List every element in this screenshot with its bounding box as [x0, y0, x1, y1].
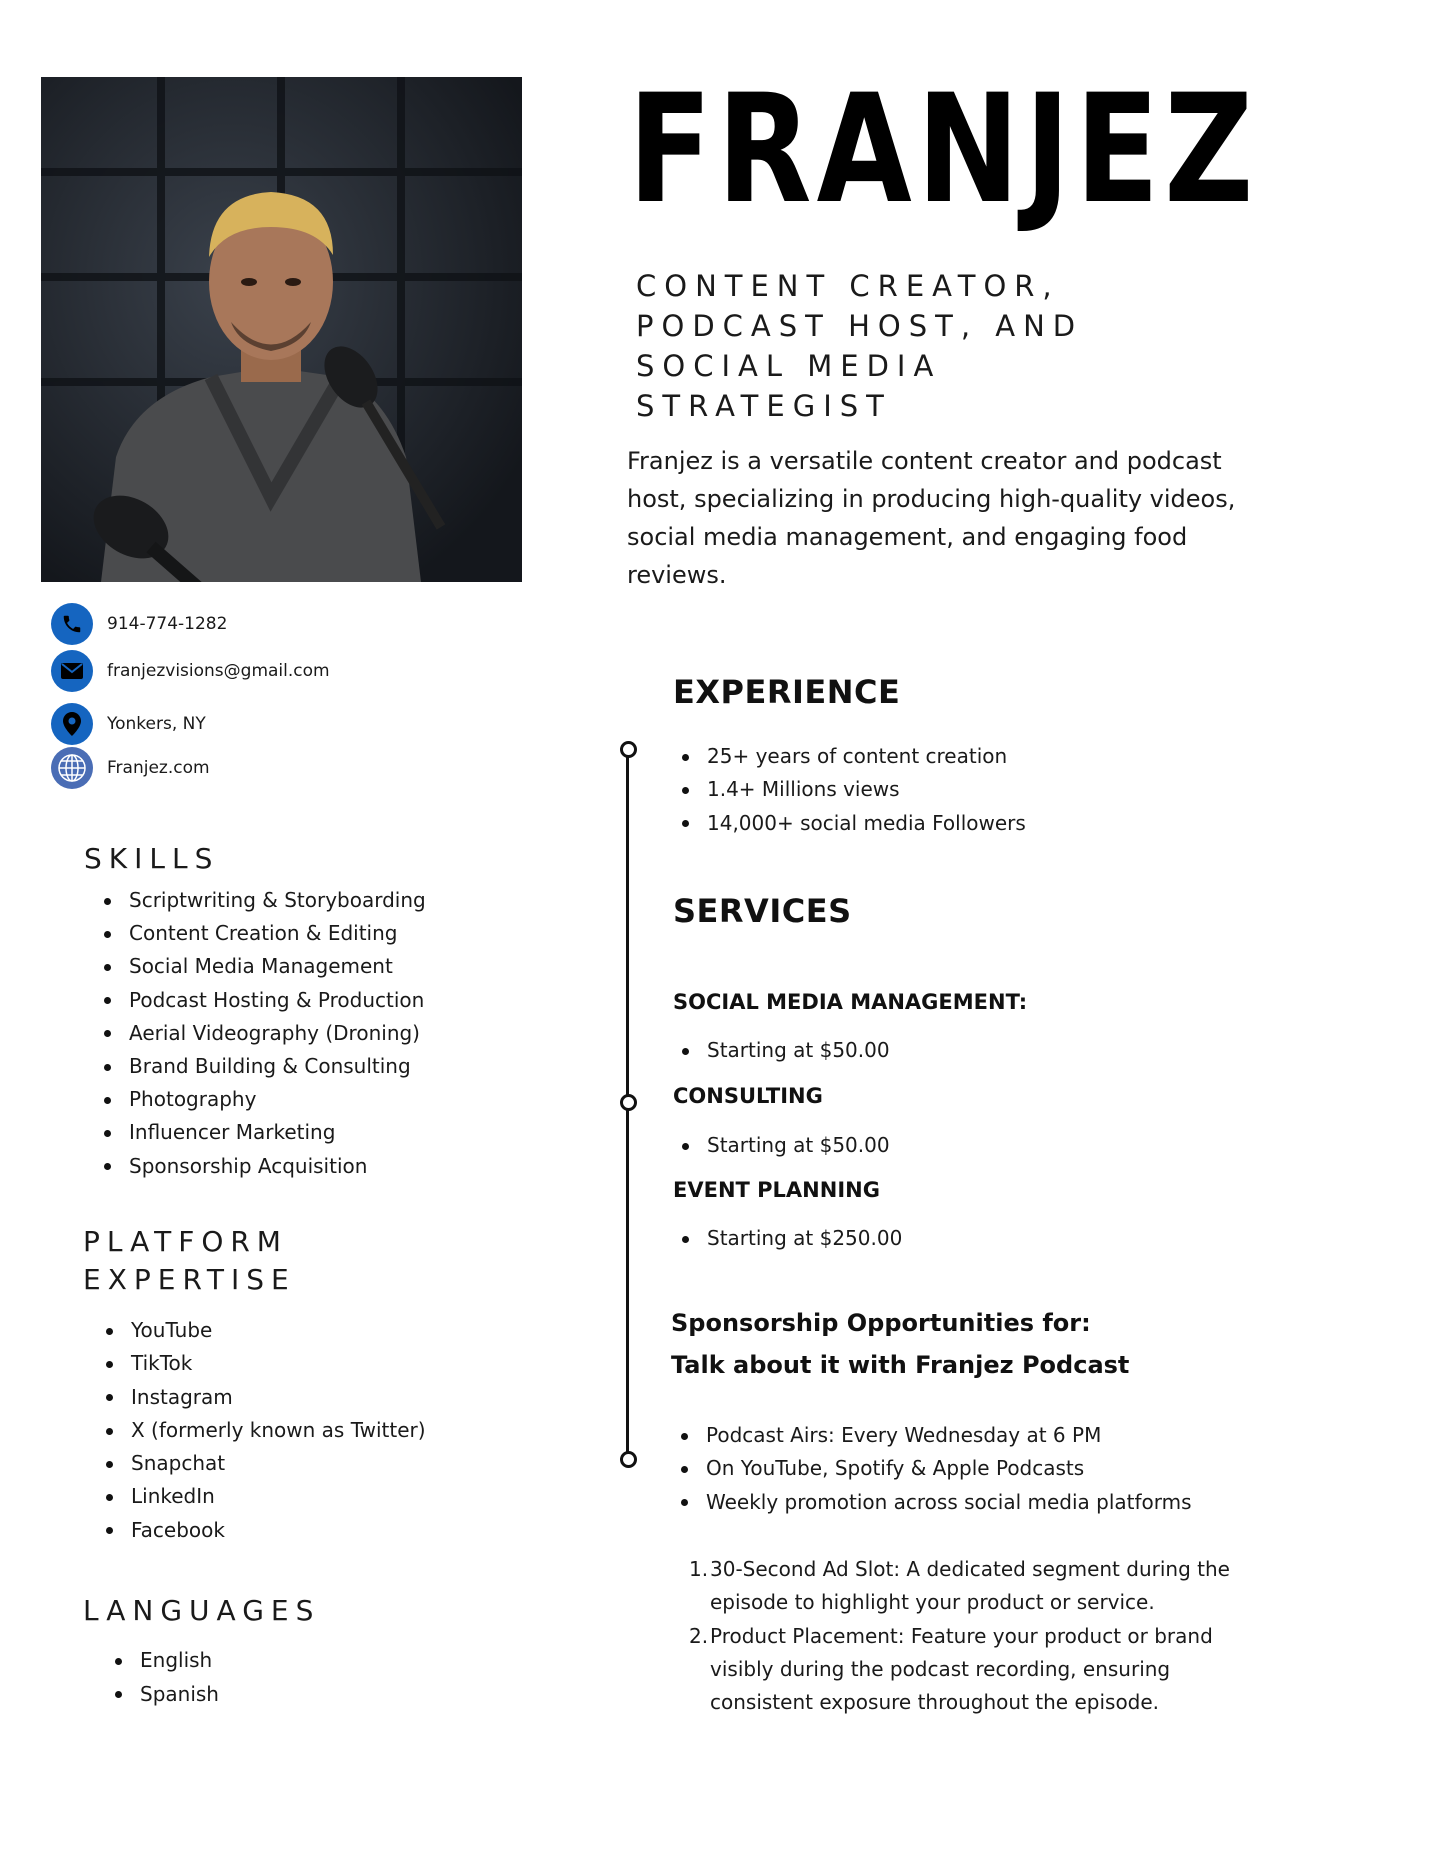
list-item: 1.4+ Millions views [682, 773, 1026, 806]
timeline-node [620, 1451, 637, 1468]
person-name: FRANJEZ [628, 63, 1259, 237]
website-link[interactable]: Franjez.com [107, 758, 210, 778]
contact-phone[interactable] [51, 602, 227, 646]
list-item: Scriptwriting & Storyboarding [104, 884, 426, 917]
profile-summary: Franjez is a versatile content creator and podcast host, specializing in producing high-quality videos, social media management, and engaging food reviews. [627, 447, 1236, 589]
list-item: English [115, 1644, 219, 1678]
languages-heading: LANGUAGES [83, 1594, 321, 1627]
list-item: Brand Building & Consulting [104, 1050, 426, 1083]
list-item: YouTube [106, 1314, 426, 1347]
service-price-list [682, 1129, 890, 1162]
list-number: 1. [689, 1557, 709, 1581]
contact-location [51, 702, 206, 746]
list-item: Starting at $250.00 [682, 1222, 902, 1255]
podcast-info-list [681, 1419, 1192, 1519]
list-number: 2. [689, 1623, 709, 1648]
list-item [689, 1553, 1249, 1620]
list-item: Spanish [115, 1678, 219, 1712]
location-text: Yonkers, NY [107, 714, 206, 734]
sponsorship-heading-line: Talk about it with Franjez Podcast [671, 1351, 1130, 1379]
list-item [689, 1620, 1249, 1720]
service-price-list [682, 1034, 890, 1067]
skills-heading: SKILLS [84, 842, 220, 875]
list-item: 14,000+ social media Followers [682, 807, 1026, 840]
list-item: 25+ years of content creation [682, 740, 1026, 773]
sponsorship-offers-list [689, 1553, 1249, 1719]
mail-icon [51, 650, 93, 692]
list-item: Podcast Airs: Every Wednesday at 6 PM [681, 1419, 1192, 1452]
location-pin-icon [51, 703, 93, 745]
skills-list [104, 884, 426, 1183]
timeline-node [620, 1094, 637, 1111]
contact-email[interactable] [51, 649, 330, 693]
list-item: On YouTube, Spotify & Apple Podcasts [681, 1452, 1192, 1485]
list-item: Starting at $50.00 [682, 1129, 890, 1162]
list-item: Influencer Marketing [104, 1116, 426, 1149]
list-item: Starting at $50.00 [682, 1034, 890, 1067]
services-heading: SERVICES [673, 892, 852, 930]
list-item: Sponsorship Acquisition [104, 1150, 426, 1183]
list-item: Weekly promotion across social media platforms [681, 1486, 1192, 1519]
list-item: Content Creation & Editing [104, 917, 426, 950]
list-item: X (formerly known as Twitter) [106, 1414, 426, 1447]
offer-text: 30-Second Ad Slot: A dedicated segment during the episode to highlight your product or service. [710, 1557, 1230, 1615]
experience-heading: EXPERIENCE [673, 673, 901, 711]
platform-heading-line: PLATFORM [83, 1225, 288, 1258]
platform-list [106, 1314, 426, 1547]
profile-photo [41, 77, 522, 582]
list-item: Aerial Videography (Droning) [104, 1017, 426, 1050]
timeline-node [620, 741, 637, 758]
experience-list [682, 740, 1026, 840]
email-address: franjezvisions@gmail.com [107, 661, 330, 681]
list-item: Social Media Management [104, 950, 426, 983]
list-item: Podcast Hosting & Production [104, 984, 426, 1017]
phone-number: 914-774-1282 [107, 614, 228, 634]
service-title: EVENT PLANNING [673, 1178, 880, 1202]
platform-heading-line: EXPERTISE [83, 1263, 296, 1296]
offer-text: Product Placement: Feature your product or brand visibly during the podcast recording, ensuring consistent exposure throughout the episode. [710, 1623, 1213, 1715]
job-title-line: CONTENT CREATOR, [636, 269, 1060, 303]
list-item: LinkedIn [106, 1480, 426, 1513]
service-title: SOCIAL MEDIA MANAGEMENT: [673, 990, 1028, 1014]
platform-heading [83, 1223, 296, 1299]
list-item: Photography [104, 1083, 426, 1116]
service-title: CONSULTING [673, 1084, 823, 1108]
job-title-line: SOCIAL MEDIA [636, 349, 942, 383]
languages-list [115, 1644, 219, 1711]
list-item: Snapchat [106, 1447, 426, 1480]
job-title-line: STRATEGIST [636, 389, 892, 423]
globe-icon [51, 747, 93, 789]
list-item: Facebook [106, 1514, 426, 1547]
job-title-line: PODCAST HOST, AND [636, 309, 1084, 343]
list-item: Instagram [106, 1381, 426, 1414]
sponsorship-heading [671, 1302, 1129, 1386]
sponsorship-heading-line: Sponsorship Opportunities for: [671, 1309, 1091, 1337]
job-title [636, 266, 1083, 426]
phone-icon [51, 603, 93, 645]
service-price-list [682, 1222, 902, 1255]
contact-website[interactable] [51, 746, 210, 790]
list-item: TikTok [106, 1347, 426, 1380]
